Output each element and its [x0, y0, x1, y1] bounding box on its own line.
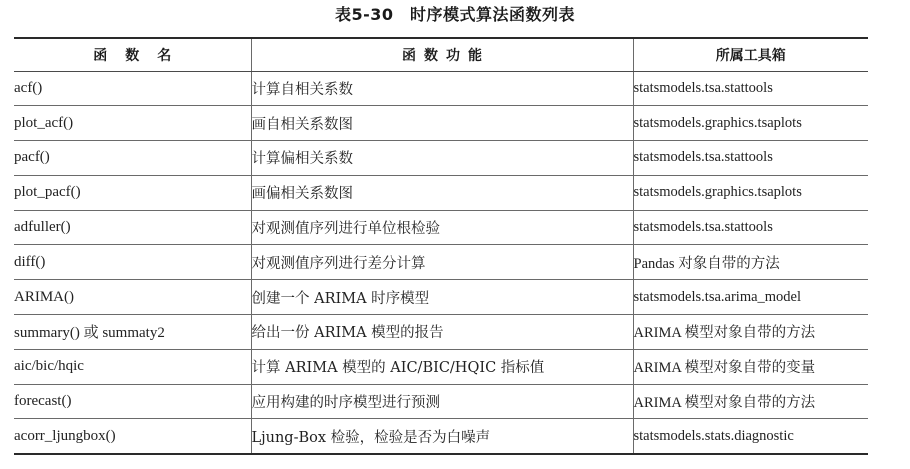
table-row: [14, 419, 868, 454]
toolbox-cell: statsmodels.tsa.stattools: [633, 71, 868, 106]
table-row: [14, 245, 868, 280]
function-name-cell: diff(): [14, 245, 251, 280]
function-description-cell: 对观测值序列进行差分计算: [251, 245, 633, 280]
toolbox-cell: ARIMA 模型对象自带的方法: [633, 384, 868, 419]
table-row: [14, 384, 868, 419]
toolbox-cell: statsmodels.tsa.arima_model: [633, 280, 868, 315]
toolbox-cell: ARIMA 模型对象自带的方法: [633, 315, 868, 350]
function-description-cell: 计算 ARIMA 模型的 AIC/BIC/HQIC 指标值: [251, 349, 633, 384]
function-description-cell: 画偏相关系数图: [251, 175, 633, 210]
table-row: [14, 315, 868, 350]
function-name-cell: acf(): [14, 71, 251, 106]
function-description-cell: 创建一个 ARIMA 时序模型: [251, 280, 633, 315]
toolbox-cell: statsmodels.tsa.stattools: [633, 141, 868, 176]
toolbox-cell: statsmodels.stats.diagnostic: [633, 419, 868, 454]
table-row: [14, 280, 868, 315]
table-row: [14, 175, 868, 210]
function-description-cell: 画自相关系数图: [251, 106, 633, 141]
toolbox-cell: Pandas 对象自带的方法: [633, 245, 868, 280]
function-name-cell: summary() 或 summaty2: [14, 315, 251, 350]
function-name-cell: adfuller(): [14, 210, 251, 245]
toolbox-cell: ARIMA 模型对象自带的变量: [633, 349, 868, 384]
function-description-cell: 计算自相关系数: [251, 71, 633, 106]
function-description-cell: 给出一份 ARIMA 模型的报告: [251, 315, 633, 350]
toolbox-cell: statsmodels.graphics.tsaplots: [633, 175, 868, 210]
table-header-row: [14, 38, 868, 71]
header-function-name: 函数名: [14, 38, 251, 71]
function-description-cell: 应用构建的时序模型进行预测: [251, 384, 633, 419]
function-description-cell: 计算偏相关系数: [251, 141, 633, 176]
table-row: [14, 141, 868, 176]
function-name-cell: plot_pacf(): [14, 175, 251, 210]
table-row: [14, 106, 868, 141]
function-name-cell: plot_acf(): [14, 106, 251, 141]
table-caption: 表5-30 时序模式算法函数列表: [334, 5, 576, 24]
function-name-cell: acorr_ljungbox(): [14, 419, 251, 454]
function-table: [14, 37, 868, 455]
function-name-cell: ARIMA(): [14, 280, 251, 315]
toolbox-cell: statsmodels.graphics.tsaplots: [633, 106, 868, 141]
header-toolbox: 所属工具箱: [633, 38, 868, 71]
function-name-cell: aic/bic/hqic: [14, 349, 251, 384]
header-function-description: 函数功能: [251, 38, 633, 71]
function-name-cell: forecast(): [14, 384, 251, 419]
table-row: [14, 349, 868, 384]
function-description-cell: Ljung-Box 检验，检验是否为白噪声: [251, 419, 633, 454]
table-row: [14, 71, 868, 106]
function-name-cell: pacf(): [14, 141, 251, 176]
function-description-cell: 对观测值序列进行单位根检验: [251, 210, 633, 245]
table-row: [14, 210, 868, 245]
toolbox-cell: statsmodels.tsa.stattools: [633, 210, 868, 245]
